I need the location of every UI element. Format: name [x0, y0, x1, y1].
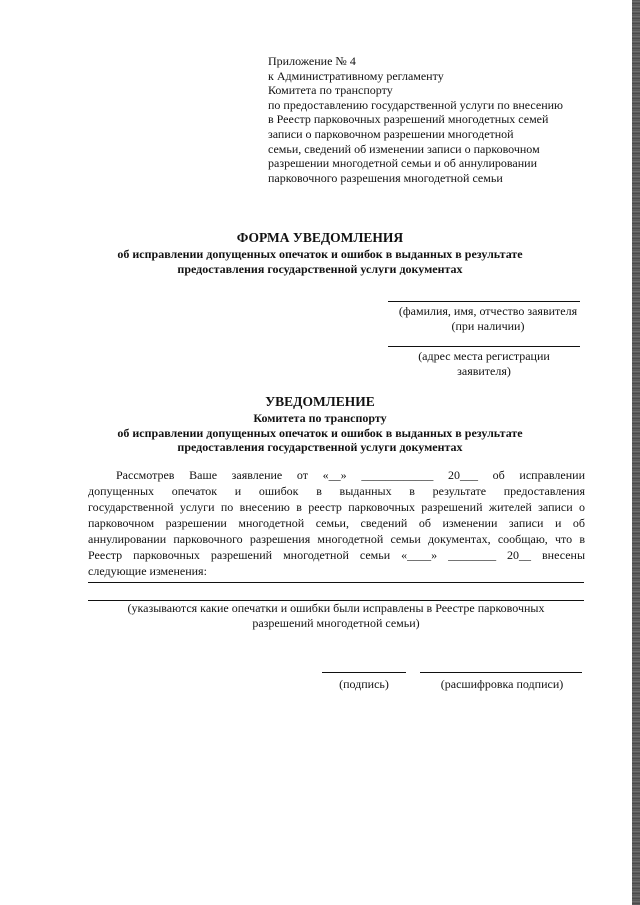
- signature-decode-line[interactable]: [420, 672, 582, 673]
- notice-subtitle-line: предоставления государственной услуги документах: [177, 440, 463, 454]
- body-line: парковочном разрешении многодетной семьи, сведений об изменении записи и об: [88, 516, 585, 530]
- appendix-line: записи о парковочном разрешении многодетной: [268, 126, 514, 141]
- appendix-line: по предоставлению государственной услуги по внесению: [268, 97, 564, 112]
- notice-title: УВЕДОМЛЕНИЕ: [265, 394, 375, 409]
- form-subtitle: [60, 247, 580, 276]
- applicant-address-caption: [388, 349, 580, 379]
- caption-line: (адрес места регистрации: [418, 349, 550, 363]
- signature-caption: (подпись): [339, 677, 389, 691]
- appendix-line: Комитета по транспорту: [268, 83, 393, 98]
- appendix-header: [268, 54, 563, 185]
- scan-edge-border: [632, 0, 640, 905]
- appendix-line: в Реестр парковочных разрешений многодетных семей: [268, 112, 549, 127]
- signature-line[interactable]: [322, 672, 406, 673]
- notice-subtitle: [60, 411, 580, 455]
- appendix-line: разрешении многодетной семьи и об аннулировании: [268, 156, 538, 171]
- caption-line: заявителя): [457, 364, 511, 378]
- notice-subtitle-line: Комитета по транспорту: [253, 411, 387, 425]
- applicant-name-line[interactable]: [388, 301, 580, 302]
- body-line: аннулировании парковочного разрешения многодетной семьи документах, сообщаю, что в: [88, 532, 585, 546]
- form-title: ФОРМА УВЕДОМЛЕНИЯ: [236, 230, 404, 245]
- caption-line: разрешений многодетной семьи): [252, 616, 420, 630]
- applicant-address-line[interactable]: [388, 346, 580, 347]
- notice-subtitle-line: об исправлении допущенных опечаток и ошибок в выданных в результате: [117, 425, 523, 440]
- caption-line: (при наличии): [451, 319, 525, 333]
- form-subtitle-line: об исправлении допущенных опечаток и ошибок в выданных в результате: [117, 247, 523, 261]
- caption-line: (указываются какие опечатки и ошибки были исправлены в Реестре парковочных: [127, 601, 545, 615]
- body-line: допущенных опечаток и ошибок в выданных в результате предоставления: [88, 484, 585, 498]
- body-line: государственной услуги по внесению в реестр парковочных разрешений жителей записи о: [88, 500, 585, 514]
- changes-line-1[interactable]: [88, 582, 584, 583]
- body-line: следующие изменения:: [88, 564, 207, 578]
- notice-body: [88, 467, 585, 579]
- form-subtitle-line: предоставления государственной услуги документах: [177, 261, 463, 276]
- signature-decode-caption: (расшифровка подписи): [440, 677, 564, 691]
- changes-caption: [88, 601, 584, 631]
- appendix-line: Приложение № 4: [268, 54, 356, 68]
- appendix-line: парковочного разрешения многодетной семьи: [268, 170, 503, 185]
- caption-line: (фамилия, имя, отчество заявителя: [398, 304, 578, 318]
- body-line: Рассмотрев Ваше заявление от «__» ____________ 20___ об исправлении: [116, 468, 585, 482]
- appendix-line: к Административному регламенту: [268, 68, 444, 83]
- body-line: Реестр парковочных разрешений многодетной семьи «____» ________ 20__ внесены: [88, 548, 585, 562]
- appendix-line: семьи, сведений об изменении записи о парковочном: [268, 141, 540, 156]
- applicant-name-caption: [388, 304, 588, 334]
